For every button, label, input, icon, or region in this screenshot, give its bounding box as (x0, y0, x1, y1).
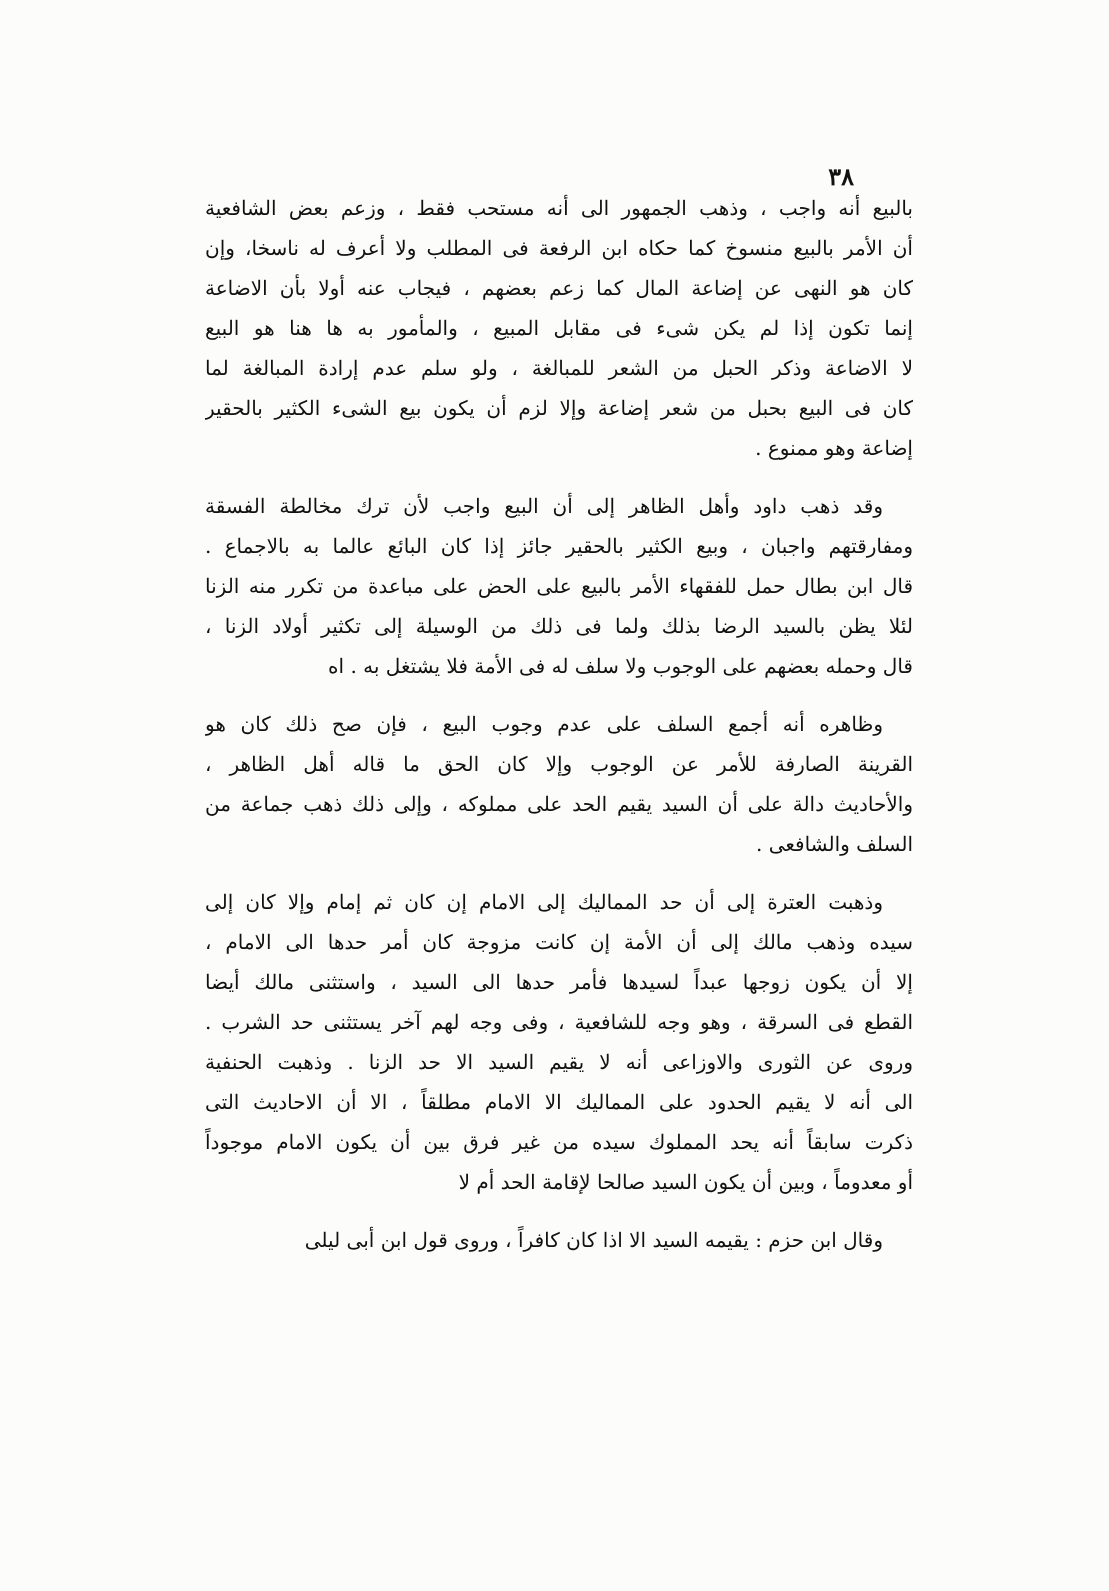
text-line: بالبيع أنه واجب ، وذهب الجمهور الى أنه مستحب فقط ، وزعم بعض الشافعية (205, 196, 913, 220)
text-line: الى أنه لا يقيم الحدود على المماليك الا الامام مطلقاً ، الا أن الاحاديث التى (205, 1090, 913, 1114)
text-line: أن الأمر بالبيع منسوخ كما حكاه ابن الرفعة فى المطلب ولا أعرف له ناسخا، وإن (205, 236, 913, 260)
text-line: السلف والشافعى . (755, 832, 913, 856)
text-line: قال وحمله بعضهم على الوجوب ولا سلف له فى الأمة فلا يشتغل به . اه (328, 654, 913, 678)
text-line: وروى عن الثورى والاوزاعى أنه لا يقيم السيد الا حد الزنا . وذهبت الحنفية (205, 1050, 913, 1074)
text-line: إضاعة وهو ممنوع . (755, 436, 913, 460)
text-line: سيده وذهب مالك إلى أن الأمة إن كانت مزوجة كان أمر حدها الى الامام ، (205, 930, 913, 954)
text-line: أو معدوماً ، وبين أن يكون السيد صالحا لإقامة الحد أم لا (458, 1170, 913, 1194)
text-line: كان فى البيع بحبل من شعر إضاعة وإلا لزم أن يكون بيع الشىء الكثير بالحقير (205, 396, 913, 420)
text-line: والأحاديث دالة على أن السيد يقيم الحد على مملوكه ، وإلى ذلك ذهب جماعة من (205, 792, 913, 816)
text-line: إنما تكون إذا لم يكن شىء فى مقابل المبيع ، والمأمور به ها هنا هو البيع (205, 316, 913, 340)
body-text (205, 188, 913, 1278)
text-line: قال ابن بطال حمل للفقهاء الأمر بالبيع على الحض على مباعدة من تكرر منه الزنا (205, 574, 913, 598)
paragraph-1 (205, 188, 913, 468)
text-line: وظاهره أنه أجمع السلف على عدم وجوب البيع ، فإن صح ذلك كان هو (205, 712, 883, 736)
text-line: لئلا يظن بالسيد الرضا بذلك ولما فى ذلك من الوسيلة إلى تكثير أولاد الزنا ، (205, 614, 913, 638)
text-line: إلا أن يكون زوجها عبداً لسيدها فأمر حدها الى السيد ، واستثنى مالك أيضا (205, 970, 913, 994)
text-line: كان هو النهى عن إضاعة المال كما زعم بعضهم ، فيجاب عنه أولا بأن الاضاعة (205, 276, 913, 300)
paragraph-5 (205, 1220, 913, 1260)
text-line: وقال ابن حزم : يقيمه السيد الا اذا كان كافراً ، وروى قول ابن أبى ليلى (304, 1228, 883, 1252)
paragraph-2 (205, 486, 913, 686)
text-line: لا الاضاعة وذكر الحبل من الشعر للمبالغة ، ولو سلم عدم إرادة المبالغة لما (205, 356, 913, 380)
text-line: القطع فى السرقة ، وهو وجه للشافعية ، وفى وجه لهم آخر يستثنى حد الشرب . (205, 1010, 913, 1034)
text-line: القرينة الصارفة للأمر عن الوجوب وإلا كان الحق ما قاله أهل الظاهر ، (205, 752, 913, 776)
paragraph-3 (205, 704, 913, 864)
text-line: وقد ذهب داود وأهل الظاهر إلى أن البيع واجب لأن ترك مخالطة الفسقة (205, 494, 883, 518)
page-number: ٣٨ (828, 162, 854, 191)
text-line: وذهبت العترة إلى أن حد المماليك إلى الامام إن كان ثم إمام وإلا كان إلى (205, 890, 883, 914)
text-line: ومفارقتهم واجبان ، وبيع الكثير بالحقير جائز إذا كان البائع عالما به بالاجماع . (205, 534, 913, 558)
paragraph-4 (205, 882, 913, 1202)
text-line: ذكرت سابقاً أنه يحد المملوك سيده من غير فرق بين أن يكون الامام موجوداً (205, 1130, 913, 1154)
